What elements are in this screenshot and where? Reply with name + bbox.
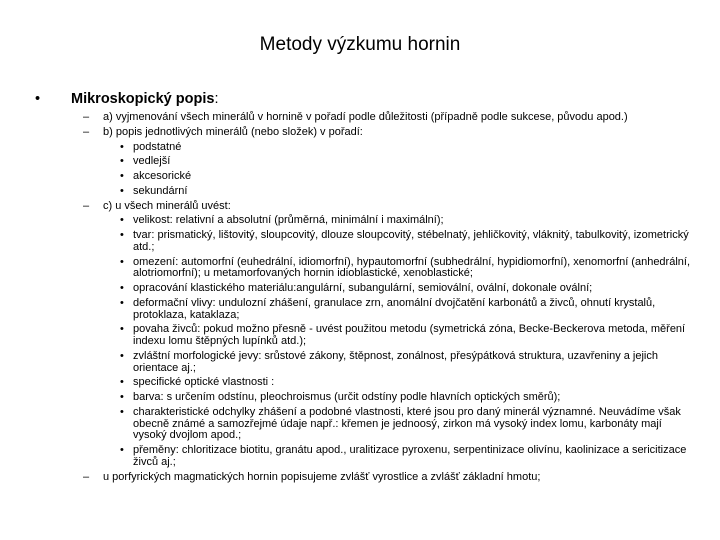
list-item-d	[83, 472, 693, 484]
dash-marker: –	[83, 111, 90, 123]
dash-marker: –	[83, 125, 90, 138]
item-c-text: c) u všech minerálů uvést:	[103, 199, 231, 212]
dot-marker: •	[120, 155, 124, 168]
dot-marker: •	[120, 444, 124, 457]
list-item-b	[83, 127, 693, 198]
list-item: • specifické optické vlastnosti :	[120, 376, 275, 389]
dot-marker: •	[120, 323, 124, 336]
dot-marker: •	[120, 184, 124, 197]
dot-marker: •	[120, 214, 124, 227]
dot-marker: •	[120, 391, 124, 404]
bullet-marker: •	[35, 91, 41, 107]
item-b-sublist	[103, 142, 693, 198]
dot-marker: •	[120, 255, 124, 268]
dot-marker: •	[120, 170, 124, 183]
list-item: • podstatné	[120, 140, 182, 153]
dot-marker: •	[120, 296, 124, 309]
list-item: • charakteristické odchylky zhášení a podobné vlastnosti, které jsou pro daný minerál významné. Neuvádíme však obecně známé a samozřejmé údaje např.: křemen je jednoosý, zirkon má vysoký index lomu, karbonáty mají vysoký dvojlom apod.;	[120, 406, 681, 442]
list-item: • tvar: prismatický, lištovitý, sloupcovitý, dlouze sloupcovitý, stébelnatý, jehličkovitý, vláknitý, tabulkovitý, izometrický atd.;	[120, 229, 689, 253]
list-item: • barva: s určením odstínu, pleochroismus (určit odstíny podle hlavních optických směrů);	[120, 391, 561, 404]
heading-mikroskopicky-popis: Mikroskopický popis	[71, 91, 215, 107]
dot-marker: •	[120, 229, 124, 242]
dot-marker: •	[120, 282, 124, 295]
list-item: • deformační vlivy: undulozní zhášení, granulace zrn, anomální dvojčatění karbonátů a živců, ohnutí krystalů, protoklaza, kataklaza;	[120, 296, 656, 321]
dash-marker: –	[83, 199, 90, 212]
list-item: • přeměny: chloritizace biotitu, granátu apod., uralitizace pyroxenu, serpentinizace olivínu, kaolinizace a sericitizace živců aj.;	[120, 444, 687, 468]
heading-colon: :	[214, 91, 219, 107]
item-a-text: a) vyjmenování všech minerálů v hornině v pořadí podle důležitosti (případně podle sukcese, původu apod.)	[103, 111, 628, 123]
list-item: • akcesorické	[120, 170, 192, 183]
list-item: • sekundární	[120, 184, 188, 197]
item-d-text: u porfyrických magmatických hornin popisujeme zvlášť vyrostlice a zvlášť základní hmotu;	[103, 470, 541, 483]
slide-title: Metody výzkumu hornin	[259, 34, 461, 55]
dot-marker: •	[120, 349, 124, 362]
dot-marker: •	[120, 376, 124, 389]
list-item: • opracování klastického materiálu:angulární, subangulární, semiovální, ovální, dokonale ovální;	[120, 282, 593, 295]
sublist	[83, 112, 693, 483]
item-b-text: b) popis jednotlivých minerálů (nebo složek) v pořadí:	[103, 125, 363, 138]
list-item: • omezení: automorfní (euhedrální, idiomorfní), hypautomorfní (subhedrální, hypidiomorfní), xenomorfní (anhedrální, alotriomorfní); u metamorfovaných hornin idioblastické, xenoblastické;	[120, 255, 691, 280]
list-item: • povaha živců: pokud možno přesně - uvést použitou metodu (symetrická zóna, Becke-Beckerova metoda, měření indexu lomu štěpných lupínků atd.);	[120, 323, 686, 348]
list-item: • zvláštní morfologické jevy: srůstové zákony, štěpnost, zonálnost, přesýpátková struktura, uzavřeniny a jejich orientace aj.;	[120, 349, 658, 374]
dot-marker: •	[120, 406, 124, 419]
list-item: • velikost: relativní a absolutní (průměrná, minimální i maximální);	[120, 214, 444, 227]
list-item: • vedlejší	[120, 155, 171, 168]
dot-marker: •	[120, 140, 124, 153]
list-item-c	[83, 201, 693, 469]
dash-marker: –	[83, 470, 90, 483]
item-c-sublist	[103, 215, 693, 468]
list-item-a	[83, 112, 693, 124]
